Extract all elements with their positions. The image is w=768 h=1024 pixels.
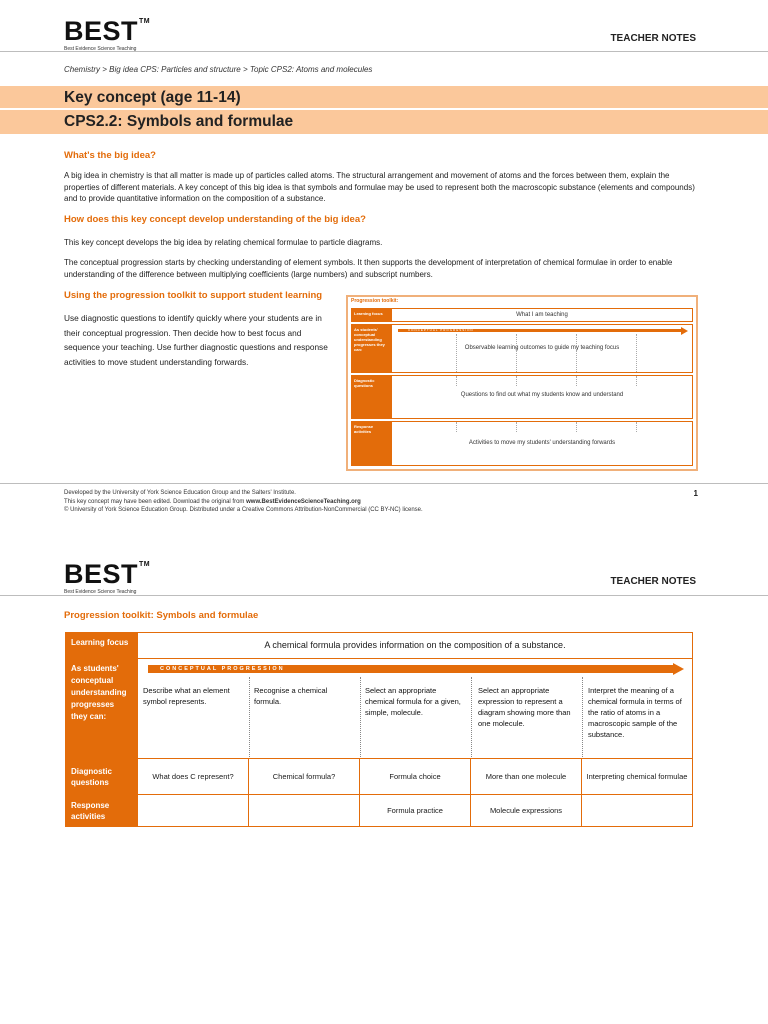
progression-arrow-label: CONCEPTUAL PROGRESSION [160, 666, 285, 672]
title-band-cps [0, 110, 768, 134]
row-response-activities [66, 795, 693, 827]
header-divider-page2 [0, 595, 768, 596]
diagnostic-question-2[interactable]: Chemical formula? [249, 759, 360, 795]
mini-row-response [351, 421, 693, 466]
key-concept-title: Key concept (age 11-14) [64, 89, 241, 106]
diagnostic-question-4[interactable]: More than one molecule [471, 759, 582, 795]
logo-subtitle: Best Evidence Science Teaching [64, 589, 137, 595]
mini-divider [636, 422, 637, 432]
diagnostic-question-3[interactable]: Formula choice [360, 759, 471, 795]
mini-divider [456, 422, 457, 432]
logo-wordmark: BEST [64, 559, 139, 589]
progression-arrow-head [673, 663, 684, 675]
response-activity-2 [249, 795, 360, 827]
logo-wordmark: BEST [64, 16, 139, 46]
title-band-key-concept [0, 86, 768, 108]
label-progression: As students' conceptual understanding progresses they can: [66, 659, 138, 759]
footer-website-link[interactable]: www.BestEvidenceScienceTeaching.org [246, 498, 361, 505]
teacher-notes-label-page2: TEACHER NOTES [610, 576, 696, 587]
mini-divider [576, 376, 577, 386]
mini-label-progression: As students' conceptual understanding progresses they can: [352, 325, 392, 372]
teacher-notes-label: TEACHER NOTES [610, 33, 696, 44]
big-idea-paragraph: A big idea in chemistry is that all matter is made up of particles called atoms. The structural arrangement and movement of atoms and the forces between them, explain the properties of different materials. A key concept of this big idea is that symbols and formulae may be used to represent both the macroscopic substance (elements and compounds) and to provide quantitative information on the composition of a substance. [64, 171, 695, 203]
row-learning-focus [66, 633, 693, 659]
mini-divider [456, 334, 457, 372]
footer-line-1: Developed by the University of York Science Education Group and the Salters' Institute. [64, 490, 296, 496]
develop-paragraph-1: This key concept develops the big idea by relating chemical formulae to particle diagrams. [64, 238, 383, 247]
logo-subtitle: Best Evidence Science Teaching [64, 46, 137, 52]
progression-toolkit-table [65, 632, 693, 827]
logo-trademark: TM [139, 18, 151, 25]
mini-text-response: Activities to move my students' understanding forwards [468, 440, 616, 446]
mini-divider [456, 376, 457, 386]
learning-focus-text: A chemical formula provides information on the composition of a substance. [138, 633, 693, 659]
footer [64, 489, 423, 515]
progression-step-3: Select an appropriate chemical formula for a given, simple, molecule. [365, 686, 461, 717]
page-number: 1 [693, 489, 698, 498]
diagnostic-question-5[interactable]: Interpreting chemical formulae [582, 759, 693, 795]
best-logo [64, 18, 150, 52]
develop-paragraph-2: The conceptual progression starts by checking understanding of element symbols. It then supports the development of interpretation of chemical formulae in order to enable understanding of the difference between multiplying coefficients (large numbers) and subscript numbers. [64, 258, 673, 279]
progression-divider [360, 677, 361, 757]
progression-divider [249, 677, 250, 757]
progression-step-5: Interpret the meaning of a chemical formula in terms of the ratio of atoms in a macroscopic sample of the substance. [588, 686, 682, 739]
response-activity-4[interactable]: Molecule expressions [471, 795, 582, 827]
response-activity-3[interactable]: Formula practice [360, 795, 471, 827]
footer-line-3: © University of York Science Education Group. Distributed under a Creative Commons Attribution-NonCommercial (CC BY-NC) license. [64, 507, 423, 513]
mini-text-progression: Observable learning outcomes to guide my teaching focus [464, 345, 620, 351]
footer-line-2 [64, 498, 423, 507]
mini-row-progression [351, 324, 693, 373]
mini-divider [636, 376, 637, 386]
mini-label-diagnostic: Diagnostic questions [352, 376, 392, 418]
toolkit-heading: Using the progression toolkit to support student learning [64, 290, 323, 301]
progression-divider [471, 677, 472, 757]
header-divider [0, 51, 768, 52]
develop-heading: How does this key concept develop understanding of the big idea? [64, 214, 366, 225]
mini-label-response: Response activities [352, 422, 392, 465]
mini-divider [516, 376, 517, 386]
toolkit-paragraph: Use diagnostic questions to identify quickly where your students are in their conceptual progression. Then decide how to best focus and sequence your teaching. Use further diagnostic questions and response activities to move student understanding forwards. [64, 313, 328, 367]
diagnostic-question-1[interactable]: What does C represent? [138, 759, 249, 795]
progression-step-4: Select an appropriate expression to represent a diagram showing more than one molecule. [478, 686, 571, 728]
progression-step-2: Recognise a chemical formula. [254, 686, 328, 706]
row-progression [66, 659, 693, 759]
mini-divider [516, 334, 517, 372]
progression-toolkit-heading: Progression toolkit: Symbols and formulae [64, 610, 259, 621]
mini-arrow-label: CONCEPTUAL PROGRESSION [408, 328, 474, 332]
mini-toolkit-title: Progression toolkit: [351, 298, 399, 304]
best-logo-page2 [64, 561, 150, 595]
label-diagnostic-questions: Diagnostic questions [66, 759, 138, 795]
cps-title: CPS2.2: Symbols and formulae [64, 113, 294, 130]
mini-text-diagnostic: Questions to find out what my students know and understand [460, 392, 624, 398]
response-activity-5 [582, 795, 693, 827]
row-diagnostic-questions [66, 759, 693, 795]
progression-divider [582, 677, 583, 757]
progression-step-1: Describe what an element symbol represents. [143, 686, 230, 706]
mini-divider [636, 334, 637, 372]
progression-cell [138, 659, 693, 759]
mini-divider [516, 422, 517, 432]
mini-label-learning-focus: Learning focus [352, 309, 392, 321]
footer-line-2-prefix: This key concept may have been edited. Download the original from [64, 498, 247, 505]
big-idea-heading: What's the big idea? [64, 150, 156, 161]
logo-trademark: TM [139, 561, 151, 568]
label-response-activities: Response activities [66, 795, 138, 827]
toolkit-preview-image [346, 295, 698, 471]
response-activity-1 [138, 795, 249, 827]
footer-divider [0, 483, 768, 484]
breadcrumb: Chemistry > Big idea CPS: Particles and structure > Topic CPS2: Atoms and molecules [64, 65, 373, 74]
mini-text-learning-focus: What I am teaching [516, 312, 568, 318]
mini-row-diagnostic [351, 375, 693, 419]
mini-divider [576, 334, 577, 372]
mini-divider [576, 422, 577, 432]
mini-arrow-head [681, 327, 688, 335]
label-learning-focus: Learning focus [66, 633, 138, 659]
mini-row-learning-focus [351, 308, 693, 322]
